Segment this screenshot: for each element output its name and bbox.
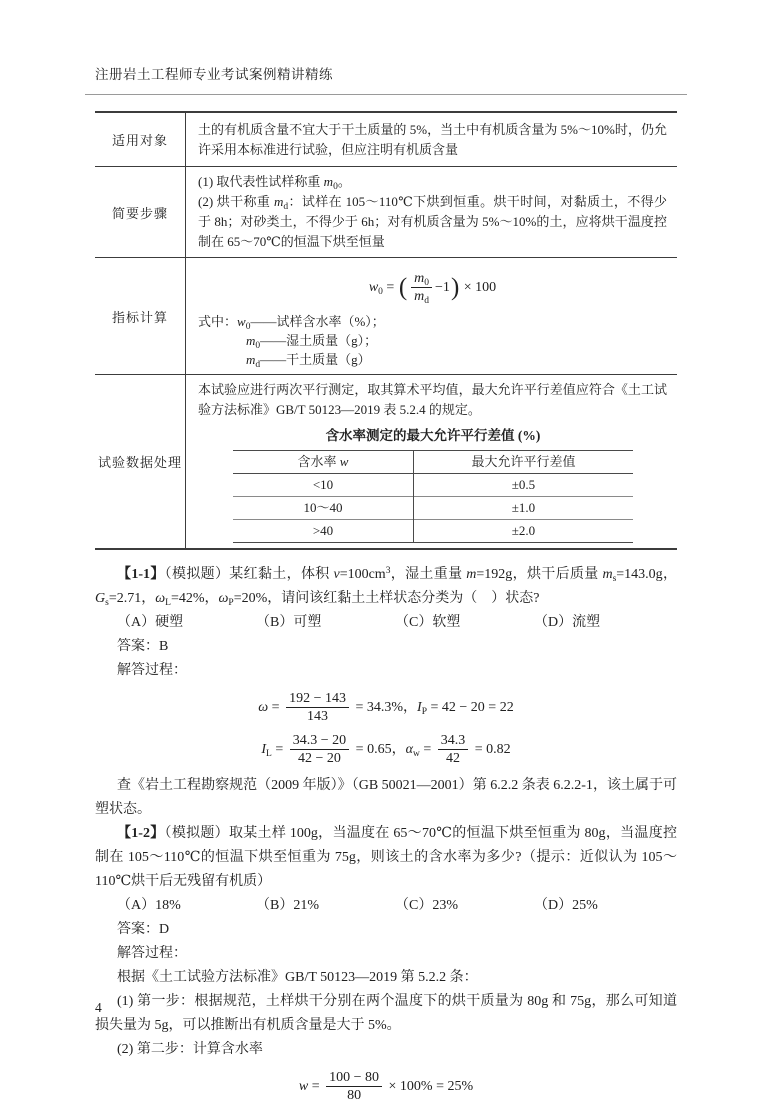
problem-1-2-options bbox=[95, 894, 677, 918]
option-d: （D）25% bbox=[534, 898, 598, 913]
subtable-cell: 10～40 bbox=[233, 497, 414, 520]
table-row-applicable-object bbox=[95, 112, 677, 167]
subtable-cell: ±2.0 bbox=[414, 520, 634, 543]
subtable-cell: <10 bbox=[233, 474, 414, 497]
option-b: （B）可塑 bbox=[256, 615, 322, 630]
info-table bbox=[95, 111, 677, 550]
subtable-row-2 bbox=[233, 497, 633, 520]
brief-steps-line-2: (2) 烘干称重 $m_d$：试样在 105～110℃下烘到恒重。烘干时间，对黏质土，不得少于 8h；对砂类土，不得少于 6h；对有机质含量为 5%～10%的土，应将烘干温度控制在 65～70℃的恒温下烘至恒量 bbox=[198, 194, 667, 249]
problem-1-2-equation: w = $\frac{100 - 80}{80}$ × 100% = 25% bbox=[298, 1070, 474, 1103]
problem-1-2-reference: 根据《土工试验方法标准》GB/T 50123—2019 第 5.2.2 条： bbox=[117, 970, 478, 985]
subtable-cell: >40 bbox=[233, 520, 414, 543]
definition-m0: $m_0——$湿土质量（g）； bbox=[246, 333, 378, 351]
problem-1-1-options bbox=[95, 611, 677, 635]
problem-1-1-answer: 答案：B bbox=[117, 639, 169, 654]
table-row-data-processing bbox=[95, 375, 677, 550]
subtable-cell: ±1.0 bbox=[414, 497, 634, 520]
problem-1-1-equation-2: $I_L$ = $\frac{34.3 - 20}{42 - 20}$ = 0.65， $\alpha_w$ = $\frac{34.3}{42}$ = 0.82 bbox=[261, 733, 511, 766]
option-a: （A）硬塑 bbox=[117, 615, 184, 630]
row-content-data-processing bbox=[186, 375, 678, 550]
definition-md: $m_d——$干土质量（g） bbox=[246, 352, 371, 370]
problem-1-1 bbox=[95, 563, 677, 822]
subtable-row-1 bbox=[233, 474, 633, 497]
row-label-applicable-object: 适用对象 bbox=[95, 112, 186, 167]
data-processing-text: 本试验应进行两次平行测定，取其算术平均值，最大允许平行差值应符合《土工试验方法标准》GB/T 50123—2019 表 5.2.4 的规定。 bbox=[198, 382, 667, 417]
problem-1-2-intro: 【1-2】（模拟题）取某土样 100g，当温度在 65～70℃的恒温下烘至恒重为 80g，当温度控制在 105～110℃的恒温下烘至恒重为 75g，则该土的含水率为多少?（提示：近似认为 105～110℃烘干后无残留有机质） bbox=[95, 826, 677, 889]
table-row-brief-steps bbox=[95, 167, 677, 258]
page-content bbox=[95, 66, 677, 1111]
row-label-index-calculation: 指标计算 bbox=[95, 258, 186, 375]
parallel-difference-table bbox=[233, 450, 633, 543]
option-d: （D）流塑 bbox=[534, 615, 601, 630]
problem-1-2-answer: 答案：D bbox=[117, 922, 170, 937]
problem-1-1-solution-label: 解答过程： bbox=[117, 663, 187, 678]
subtable-row-3 bbox=[233, 520, 633, 543]
definition-w0: 式中：$w_0——$试样含水率（%）； bbox=[198, 314, 385, 332]
subtable-header-water-content: 含水率 w bbox=[233, 451, 414, 474]
problem-1-1-closing: 查《岩土工程勘察规范（2009 年版）》（GB 50021—2001）第 6.2.2 条表 6.2.2-1，该土属于可塑状态。 bbox=[95, 778, 677, 817]
table-row-index-calculation bbox=[95, 258, 677, 375]
option-a: （A）18% bbox=[117, 898, 181, 913]
option-b: （B）21% bbox=[256, 898, 319, 913]
problem-1-2-solution-label: 解答过程： bbox=[117, 946, 187, 961]
subtable-header-row bbox=[233, 451, 633, 474]
page-number: 4 bbox=[95, 1000, 102, 1015]
water-content-formula: $w_0$ = ( $\frac{m_0}{m_d}$ −1 ) × 100 bbox=[368, 271, 497, 306]
problem-1-1-intro: 【1-1】（模拟题）某红黏土，体积 $v=100cm^3$，湿土重量 m=192g，烘干后质量 $m_s=143.0g$，$G_s=2.71$，$\omega_L=42\%$，$\omega_P=20\%$，请问该红黏土土样状态分类为（ ）状态? bbox=[95, 566, 677, 608]
row-content-applicable-object bbox=[186, 112, 678, 167]
subtable-title: 含水率测定的最大允许平行差值 (%) bbox=[325, 428, 541, 443]
row-content-index-calculation bbox=[186, 258, 678, 375]
header-rule bbox=[85, 94, 687, 95]
problem-1-2-step-2: (2) 第二步：计算含水率 bbox=[117, 1042, 263, 1057]
applicable-object-text: 土的有机质含量不宜大于干土质量的 5%，当土中有机质含量为 5%～10%时，仍允许采用本标准进行试验，但应注明有机质含量 bbox=[198, 121, 667, 157]
option-c: （C）23% bbox=[395, 898, 458, 913]
header-title: 注册岩土工程师专业考试案例精讲精练 bbox=[95, 67, 333, 82]
brief-steps-line-1: (1) 取代表性试样称重 $m_0$。 bbox=[198, 174, 351, 192]
problem-1-1-equation-1: ω = $\frac{192 - 143}{143}$ = 34.3%， $I_P = 42 - 20 = 22$ bbox=[258, 691, 514, 724]
row-label-data-processing: 试验数据处理 bbox=[95, 375, 186, 550]
formula-definitions bbox=[198, 312, 667, 369]
row-label-brief-steps: 简要步骤 bbox=[95, 167, 186, 258]
subtable-header-max-difference: 最大允许平行差值 bbox=[414, 451, 634, 474]
problem-1-2 bbox=[95, 822, 677, 1104]
option-c: （C）软塑 bbox=[395, 615, 461, 630]
row-content-brief-steps bbox=[186, 167, 678, 258]
problem-1-2-step-1: (1) 第一步：根据规范，土样烘干分别在两个温度下的烘干质量为 80g 和 75g，那么可知道损失量为 5g，可以推断出有机质含量是大于 5%。 bbox=[95, 994, 677, 1033]
subtable-cell: ±0.5 bbox=[511, 477, 536, 492]
